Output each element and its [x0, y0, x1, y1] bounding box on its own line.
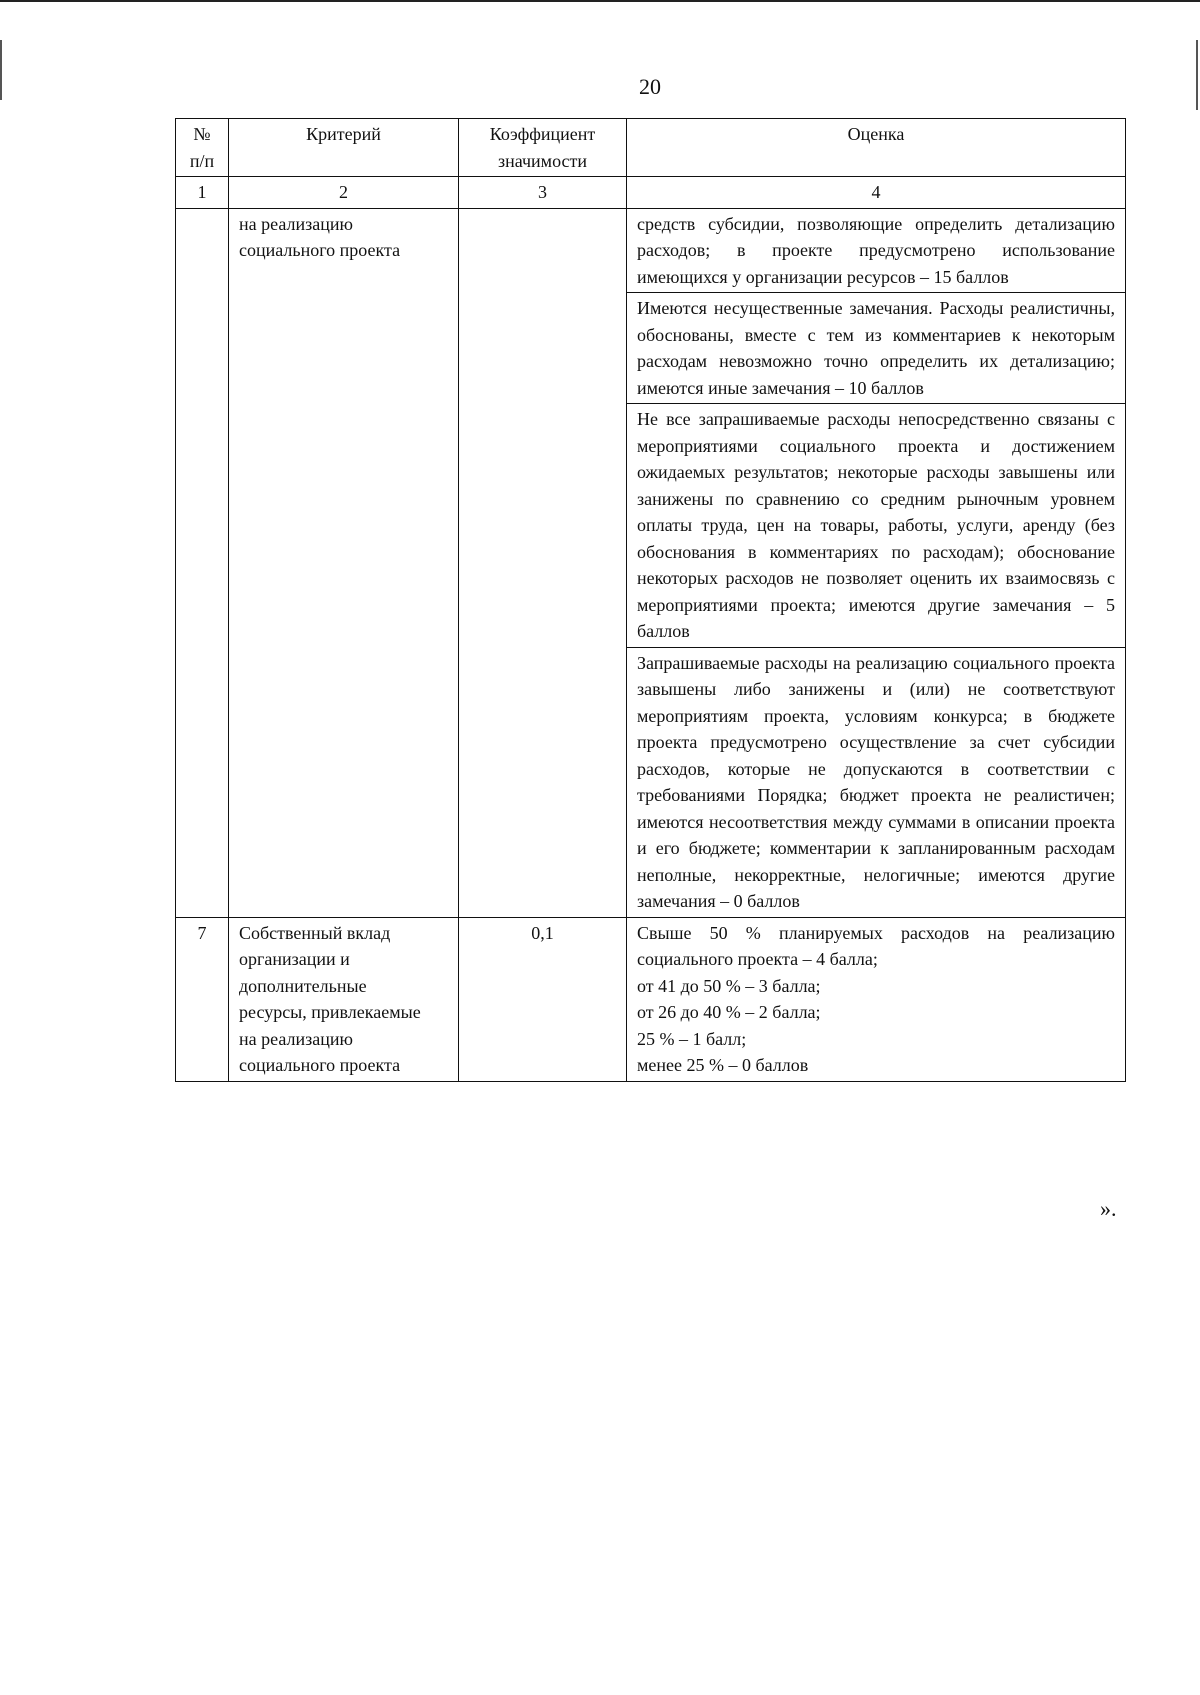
col-number-2: 2 — [229, 177, 459, 209]
col-number-3: 3 — [459, 177, 627, 209]
row-num-cell — [176, 208, 229, 917]
header-row — [176, 119, 1126, 177]
page-number: 20 — [639, 74, 661, 99]
header-criterion: Критерий — [229, 119, 459, 177]
score-cell-0: Запрашиваемые расходы на реализацию социального проекта завышены либо занижены и (или) не соответствуют мероприятиям проекта, условиям конкурса; в бюджете проекта предусмотрено осуществление за счет субсидии расходов, которые не допускаются в соответствии с требованиями Порядка; бюджет проекта не реалистичен; имеются несоответствия между суммами в описании проекта и его бюджете; комментарии к запланированным расходам неполные, некорректные, нелогичные; имеются другие замечания – 0 баллов — [627, 647, 1126, 917]
criterion-cell: на реализацию социального проекта — [229, 208, 459, 917]
criteria-table — [175, 118, 1126, 1082]
score-cell-15: средств субсидии, позволяющие определить детализацию расходов; в проекте предусмотрено использование имеющихся у организации ресурсов – 15 баллов — [627, 208, 1126, 293]
table-row — [176, 208, 1126, 293]
coefficient-cell: 0,1 — [459, 917, 627, 1081]
score-cell-10: Имеются несущественные замечания. Расходы реалистичны, обоснованы, вместе с тем из комментариев к некоторым расходам невозможно точно определить их детализацию; имеются иные замечания – 10 баллов — [627, 293, 1126, 404]
coefficient-cell — [459, 208, 627, 917]
column-number-row — [176, 177, 1126, 209]
header-num: № п/п — [176, 119, 229, 177]
col-number-4: 4 — [627, 177, 1126, 209]
score-cell-5: Не все запрашиваемые расходы непосредственно связаны с мероприятиями социального проекта и достижением ожидаемых результатов; некоторые расходы завышены или занижены по сравнению со средним рыночным уровнем оплаты труда, цен на товары, работы, услуги, аренду (без обоснования в комментариях по расходам); обоснование некоторых расходов не позволяет оценить их взаимосвязь с мероприятиями проекта; имеются другие замечания – 5 баллов — [627, 404, 1126, 648]
closing-quote-mark: ». — [1100, 1196, 1117, 1221]
criterion-cell: Собственный вклад организации и дополнительные ресурсы, привлекаемые на реализацию социального проекта — [229, 917, 459, 1081]
header-coefficient: Коэффициент значимости — [459, 119, 627, 177]
col-number-1: 1 — [176, 177, 229, 209]
score-cell: Свыше 50 % планируемых расходов на реализацию социального проекта – 4 балла; от 41 до 50 % – 3 балла; от 26 до 40 % – 2 балла; 25 % – 1 балл; менее 25 % – 0 баллов — [627, 917, 1126, 1081]
scan-top-edge — [0, 0, 1200, 2]
row-num-cell: 7 — [176, 917, 229, 1081]
header-score: Оценка — [627, 119, 1126, 177]
table-row-7 — [176, 917, 1126, 1081]
